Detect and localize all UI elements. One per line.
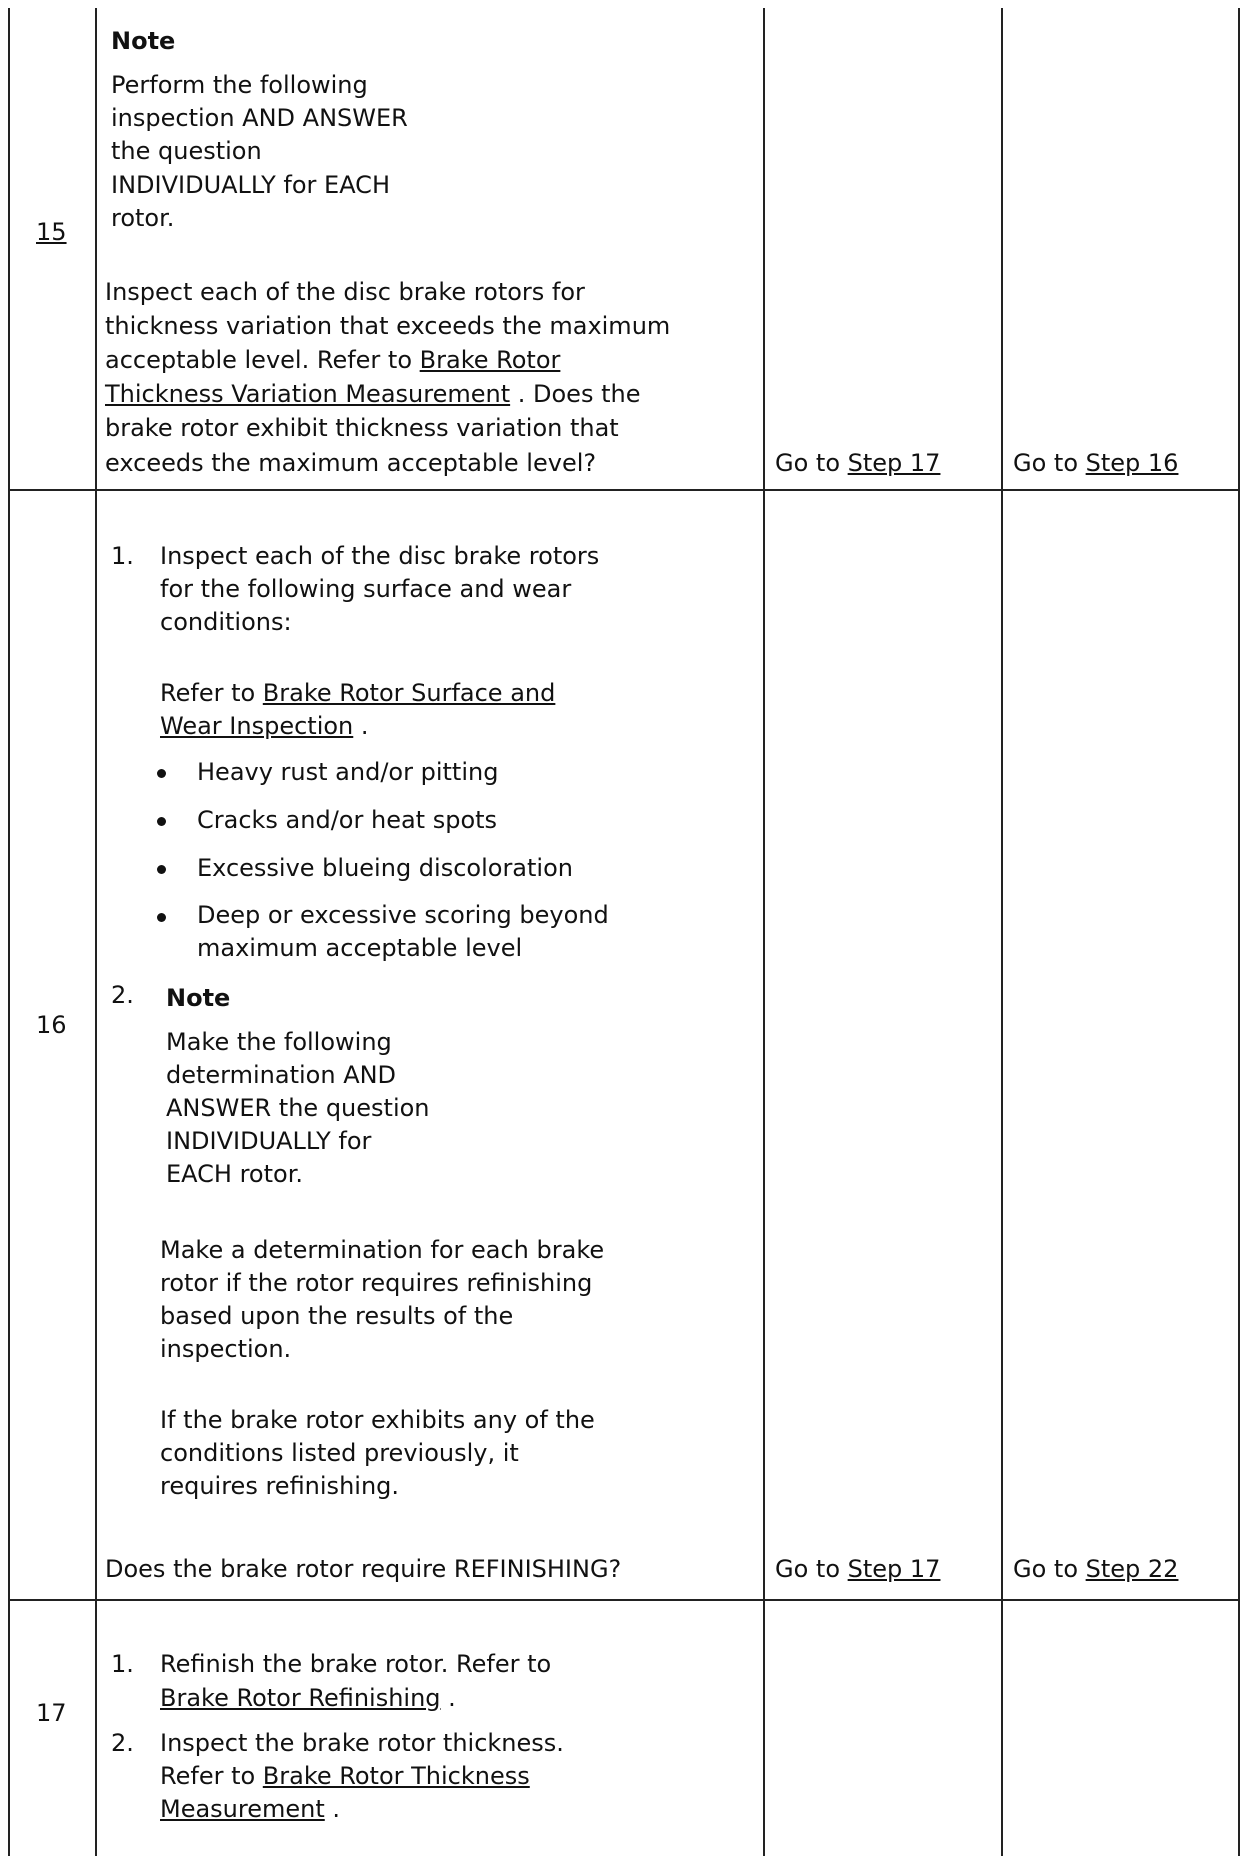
- condition-line: conditions listed previously, it: [160, 1439, 519, 1467]
- list-number: 1.: [111, 1650, 134, 1678]
- refer-suffix: .: [353, 712, 369, 740]
- refer-prefix: Refer to: [160, 679, 263, 707]
- bullet-item: maximum acceptable level: [197, 934, 523, 962]
- bullet-item: Cracks and/or heat spots: [197, 806, 498, 834]
- condition-line: requires refinishing.: [160, 1472, 400, 1500]
- refer-prefix: Refer to: [160, 1762, 263, 1790]
- note-heading: Note: [166, 984, 231, 1012]
- yes-prefix: Go to: [775, 1555, 848, 1583]
- brake-rotor-thickness-measurement-link[interactable]: Measurement: [160, 1795, 325, 1823]
- row-divider-16-17: [8, 1599, 1240, 1601]
- action-line-text: . Does the: [510, 380, 641, 408]
- bullet-icon: [157, 769, 166, 778]
- table-border-left: [8, 8, 10, 1856]
- action-line: [105, 380, 640, 408]
- item-line: Inspect the brake rotor thickness.: [160, 1729, 564, 1757]
- note-line: inspection AND ANSWER: [111, 104, 408, 132]
- note-line: INDIVIDUALLY for: [166, 1127, 372, 1155]
- list-number: 1.: [111, 542, 134, 570]
- item-line: [160, 1795, 340, 1823]
- note-line: Make the following: [166, 1028, 392, 1056]
- note-line: determination AND: [166, 1061, 397, 1089]
- table-border-right: [1238, 8, 1240, 1856]
- note-line: Perform the following: [111, 71, 368, 99]
- yes-cell: [775, 1555, 940, 1583]
- action-line-text: acceptable level. Refer to: [105, 346, 413, 374]
- note-line: EACH rotor.: [166, 1160, 304, 1188]
- go-to-step-22-link[interactable]: Step 22: [1085, 1555, 1179, 1583]
- action-line: thickness variation that exceeds the maximum: [105, 312, 671, 340]
- step-number-16: 16: [36, 1011, 67, 1039]
- no-prefix: Go to: [1013, 449, 1086, 477]
- item-line: for the following surface and wear: [160, 575, 572, 603]
- refer-line: [160, 712, 369, 740]
- list-number: 2.: [111, 1729, 134, 1757]
- refer-line: [160, 679, 555, 707]
- no-cell: [1013, 449, 1178, 477]
- bullet-item: Heavy rust and/or pitting: [197, 758, 499, 786]
- note-line: INDIVIDUALLY for EACH: [111, 171, 390, 199]
- item-suffix: .: [324, 1795, 341, 1823]
- brake-rotor-thickness-variation-link[interactable]: Brake Rotor: [419, 346, 561, 374]
- question-line: exceeds the maximum acceptable level?: [105, 449, 597, 477]
- row-divider-15-16: [8, 489, 1240, 491]
- no-cell: [1013, 1555, 1178, 1583]
- note-heading: Note: [111, 27, 176, 55]
- note-line: the question: [111, 137, 262, 165]
- determination-line: Make a determination for each brake: [160, 1236, 605, 1264]
- step-number-15[interactable]: 15: [36, 218, 67, 246]
- determination-line: rotor if the rotor requires refinishing: [160, 1269, 593, 1297]
- column-divider-step: [95, 8, 97, 1856]
- column-divider-action: [763, 8, 765, 1856]
- brake-rotor-surface-wear-link[interactable]: Wear Inspection: [160, 712, 354, 740]
- item-line: Inspect each of the disc brake rotors: [160, 542, 600, 570]
- bullet-icon: [157, 913, 166, 922]
- list-number: 2.: [111, 981, 134, 1009]
- determination-line: based upon the results of the: [160, 1302, 514, 1330]
- brake-rotor-refinishing-link[interactable]: Brake Rotor Refinishing: [160, 1684, 441, 1712]
- brake-rotor-surface-wear-link[interactable]: Brake Rotor Surface and: [262, 679, 556, 707]
- question-line: Does the brake rotor require REFINISHING?: [105, 1555, 622, 1583]
- bullet-icon: [157, 865, 166, 874]
- item-suffix: .: [440, 1684, 456, 1712]
- item-line: [160, 1762, 530, 1790]
- go-to-step-17-link[interactable]: Step 17: [847, 1555, 941, 1583]
- column-divider-yes: [1001, 8, 1003, 1856]
- question-line: brake rotor exhibit thickness variation that: [105, 414, 619, 442]
- go-to-step-16-link[interactable]: Step 16: [1085, 449, 1179, 477]
- no-prefix: Go to: [1013, 1555, 1086, 1583]
- condition-line: If the brake rotor exhibits any of the: [160, 1406, 595, 1434]
- brake-rotor-thickness-measurement-link[interactable]: Brake Rotor Thickness: [262, 1762, 530, 1790]
- note-line: ANSWER the question: [166, 1094, 430, 1122]
- bullet-icon: [157, 817, 166, 826]
- determination-line: inspection.: [160, 1335, 292, 1363]
- bullet-item: Deep or excessive scoring beyond: [197, 901, 609, 929]
- step-number-17: 17: [36, 1699, 67, 1727]
- action-line: [105, 346, 560, 374]
- item-line: conditions:: [160, 608, 292, 636]
- note-line: rotor.: [111, 204, 175, 232]
- bullet-item: Excessive blueing discoloration: [197, 854, 573, 882]
- item-line: Refinish the brake rotor. Refer to: [160, 1650, 552, 1678]
- action-line: Inspect each of the disc brake rotors for: [105, 278, 585, 306]
- go-to-step-17-link[interactable]: Step 17: [847, 449, 941, 477]
- brake-rotor-thickness-variation-link[interactable]: Thickness Variation Measurement: [105, 380, 511, 408]
- yes-prefix: Go to: [775, 449, 848, 477]
- item-line: [160, 1684, 456, 1712]
- yes-cell: [775, 449, 940, 477]
